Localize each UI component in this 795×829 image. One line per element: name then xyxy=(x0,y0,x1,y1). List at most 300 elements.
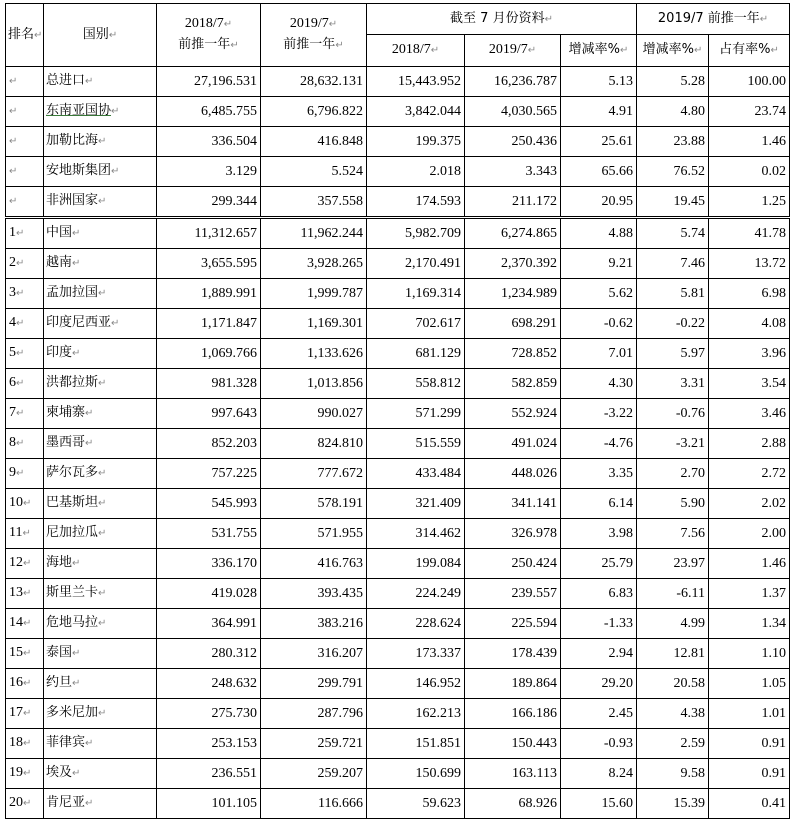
cell-cum-change-value: 2.45 xyxy=(608,705,634,721)
cell-2018-full-year-value: 1,069.766 xyxy=(201,345,257,361)
cell-rank xyxy=(6,249,44,279)
paragraph-mark-icon: ↵ xyxy=(98,468,107,479)
cell-2018-full-year-value: 545.993 xyxy=(211,495,257,511)
cell-cum-2018 xyxy=(367,519,465,549)
cell-trail-change-value: 4.99 xyxy=(680,615,706,631)
cell-2019-full-year xyxy=(261,729,367,759)
cell-cum-change-value: 5.13 xyxy=(608,73,634,89)
cell-cum-2019 xyxy=(465,579,561,609)
cell-cum-2019-value: 150.443 xyxy=(511,735,557,751)
cell-2018-full-year xyxy=(157,729,261,759)
header-2018-full-year: 2018/7↵ 前推一年↵ xyxy=(157,4,261,67)
paragraph-mark-icon: ↵ xyxy=(98,588,107,599)
cell-2018-full-year-value: 981.328 xyxy=(211,375,257,391)
cell-rank xyxy=(6,729,44,759)
cell-cum-change-value: -0.62 xyxy=(603,315,634,331)
cell-trail-share-value: 0.91 xyxy=(761,765,787,781)
cell-cum-2019 xyxy=(465,519,561,549)
cell-trail-share xyxy=(709,549,790,579)
cell-trail-change-value: 5.28 xyxy=(680,73,706,89)
cell-trail-change-value: -0.22 xyxy=(675,315,706,331)
cell-cum-2019 xyxy=(465,187,561,218)
cell-2019-full-year-value: 393.435 xyxy=(317,585,363,601)
cell-trail-share-value: 1.10 xyxy=(761,645,787,661)
cell-trail-change xyxy=(637,218,709,249)
cell-trail-share xyxy=(709,429,790,459)
cell-cum-2019-value: 178.439 xyxy=(511,645,557,661)
cell-2018-full-year xyxy=(157,489,261,519)
paragraph-mark-icon: ↵ xyxy=(98,708,107,719)
cell-cum-change xyxy=(561,339,637,369)
cell-2019-full-year-value: 571.955 xyxy=(317,525,363,541)
cell-cum-2019-value: 582.859 xyxy=(511,375,557,391)
country-row xyxy=(6,459,790,489)
cell-trail-change-value: 7.46 xyxy=(680,255,706,271)
cell-country-name xyxy=(44,279,157,309)
cell-2018-full-year-value: 27,196.531 xyxy=(194,73,257,89)
paragraph-mark-icon: ↵ xyxy=(16,468,25,479)
cell-rank xyxy=(6,339,44,369)
cell-2018-full-year-value: 275.730 xyxy=(211,705,257,721)
cell-country-name xyxy=(44,187,157,218)
cell-cum-2018-value: 314.462 xyxy=(415,525,461,541)
cell-2018-full-year-value: 11,312.657 xyxy=(194,225,257,241)
cell-country-name xyxy=(44,489,157,519)
cell-2018-full-year xyxy=(157,549,261,579)
paragraph-mark-icon: ↵ xyxy=(23,558,32,569)
cell-rank xyxy=(6,399,44,429)
cell-trail-change-value: -3.21 xyxy=(675,435,706,451)
cell-cum-2019-value: 491.024 xyxy=(511,435,557,451)
cell-trail-share xyxy=(709,789,790,819)
cell-cum-change xyxy=(561,699,637,729)
country-row xyxy=(6,369,790,399)
cell-trail-share-value: 3.46 xyxy=(761,405,787,421)
cell-cum-change xyxy=(561,218,637,249)
cell-cum-2019 xyxy=(465,127,561,157)
cell-rank-value: 2 xyxy=(9,255,16,270)
cell-trail-change-value: 4.38 xyxy=(680,705,706,721)
cell-cum-2018-value: 150.699 xyxy=(415,765,461,781)
cell-cum-2018 xyxy=(367,369,465,399)
cell-trail-change xyxy=(637,187,709,218)
cell-2019-full-year xyxy=(261,579,367,609)
cell-2018-full-year-value: 3,655.595 xyxy=(201,255,257,271)
cell-cum-change-value: -3.22 xyxy=(603,405,634,421)
country-row xyxy=(6,699,790,729)
cell-rank-value: 11 xyxy=(9,525,23,540)
cell-trail-share xyxy=(709,97,790,127)
cell-trail-change-value: 76.52 xyxy=(673,163,706,179)
cell-trail-change xyxy=(637,429,709,459)
cell-2018-full-year xyxy=(157,669,261,699)
cell-rank xyxy=(6,789,44,819)
cell-cum-2018-value: 702.617 xyxy=(415,315,461,331)
cell-cum-change xyxy=(561,729,637,759)
cell-cum-change-value: 9.21 xyxy=(608,255,634,271)
cell-cum-change xyxy=(561,309,637,339)
cell-2019-full-year-value: 11,962.244 xyxy=(300,225,363,241)
cell-trail-share-value: 1.34 xyxy=(761,615,787,631)
cell-2019-full-year-value: 116.666 xyxy=(318,795,363,811)
cell-cum-change xyxy=(561,759,637,789)
cell-rank-value: 9 xyxy=(9,465,16,480)
paragraph-mark-icon: ↵ xyxy=(16,378,25,389)
cell-rank-value: 6 xyxy=(9,375,16,390)
cell-2018-full-year-value: 336.170 xyxy=(211,555,257,571)
paragraph-mark-icon: ↵ xyxy=(9,196,18,207)
country-row xyxy=(6,579,790,609)
cell-2018-full-year-value: 997.643 xyxy=(211,405,257,421)
cell-country-name xyxy=(44,339,157,369)
cell-trail-share-value: 23.74 xyxy=(754,103,787,119)
cell-trail-share-value: 2.00 xyxy=(761,525,787,541)
cell-cum-2018 xyxy=(367,759,465,789)
table-header xyxy=(6,4,790,67)
cell-rank-value: 17 xyxy=(9,705,23,720)
cell-rank xyxy=(6,639,44,669)
cell-rank xyxy=(6,97,44,127)
cell-rank xyxy=(6,218,44,249)
cell-trail-change xyxy=(637,669,709,699)
cell-2019-full-year xyxy=(261,369,367,399)
cell-trail-change xyxy=(637,789,709,819)
cell-trail-share-value: 4.08 xyxy=(761,315,787,331)
cell-cum-2019 xyxy=(465,699,561,729)
cell-country-name xyxy=(44,429,157,459)
cell-2018-full-year xyxy=(157,67,261,97)
cell-2019-full-year xyxy=(261,669,367,699)
cell-trail-share-value: 1.46 xyxy=(761,555,787,571)
cell-trail-change-value: 9.58 xyxy=(680,765,706,781)
cell-2019-full-year-value: 383.216 xyxy=(317,615,363,631)
cell-trail-share-value: 1.46 xyxy=(761,133,787,149)
cell-cum-change xyxy=(561,399,637,429)
cell-cum-change xyxy=(561,609,637,639)
header-trail-change: 增减率%↵ xyxy=(637,35,709,67)
cell-cum-2019-value: 2,370.392 xyxy=(501,255,557,271)
cell-country-name xyxy=(44,639,157,669)
cell-cum-change-value: 4.88 xyxy=(608,225,634,241)
cell-2018-full-year xyxy=(157,127,261,157)
cell-country-name xyxy=(44,699,157,729)
cell-2019-full-year xyxy=(261,339,367,369)
header-trail-share: 占有率%↵ xyxy=(709,35,790,67)
cell-cum-2018 xyxy=(367,549,465,579)
cell-cum-2019-value: 189.864 xyxy=(511,675,557,691)
cell-2018-full-year-value: 101.105 xyxy=(211,795,257,811)
cell-2019-full-year xyxy=(261,609,367,639)
cell-trail-share xyxy=(709,279,790,309)
cell-cum-change-value: 3.98 xyxy=(608,525,634,541)
cell-rank-value: 14 xyxy=(9,615,23,630)
cell-rank xyxy=(6,549,44,579)
cell-trail-change-value: 3.31 xyxy=(680,375,706,391)
cell-2018-full-year xyxy=(157,249,261,279)
cell-cum-2019 xyxy=(465,789,561,819)
cell-cum-2018-value: 571.299 xyxy=(415,405,461,421)
country-name-text: 加勒比海 xyxy=(46,133,99,148)
cell-cum-change xyxy=(561,429,637,459)
paragraph-mark-icon: ↵ xyxy=(9,136,18,147)
cell-2019-full-year-value: 1,133.626 xyxy=(307,345,363,361)
cell-cum-2019 xyxy=(465,669,561,699)
cell-cum-change-value: 25.79 xyxy=(601,555,634,571)
cell-trail-change-value: 12.81 xyxy=(673,645,706,661)
cell-2019-full-year-value: 259.721 xyxy=(317,735,363,751)
paragraph-mark-icon: ↵ xyxy=(72,648,81,659)
cell-cum-2019-value: 16,236.787 xyxy=(494,73,557,89)
cell-rank-value: 18 xyxy=(9,735,23,750)
cell-country-name xyxy=(44,127,157,157)
cell-2019-full-year-value: 824.810 xyxy=(317,435,363,451)
cell-cum-2018-value: 515.559 xyxy=(415,435,461,451)
cell-cum-2019 xyxy=(465,309,561,339)
cell-2018-full-year xyxy=(157,339,261,369)
cell-rank xyxy=(6,579,44,609)
country-name-text: 洪都拉斯 xyxy=(46,375,99,390)
cell-cum-2019-value: 3.343 xyxy=(525,163,557,179)
country-row xyxy=(6,309,790,339)
cell-2019-full-year xyxy=(261,789,367,819)
country-row xyxy=(6,279,790,309)
cell-2019-full-year-value: 3,928.265 xyxy=(307,255,363,271)
cell-2019-full-year-value: 299.791 xyxy=(317,675,363,691)
paragraph-mark-icon: ↵ xyxy=(98,528,107,539)
cell-rank xyxy=(6,157,44,187)
cell-cum-2019 xyxy=(465,609,561,639)
cell-rank-value: 20 xyxy=(9,795,23,810)
cell-country-name xyxy=(44,579,157,609)
cell-trail-share xyxy=(709,249,790,279)
cell-cum-change xyxy=(561,579,637,609)
cell-country-name xyxy=(44,369,157,399)
country-name-text: 危地马拉 xyxy=(46,615,99,630)
cell-cum-2018-value: 558.812 xyxy=(415,375,461,391)
cell-2018-full-year xyxy=(157,369,261,399)
cell-rank xyxy=(6,309,44,339)
cell-cum-2019 xyxy=(465,97,561,127)
header-cumulative-group: 截至 7 月份资料↵ xyxy=(367,4,637,35)
country-name-text: 菲律宾 xyxy=(46,735,86,750)
paragraph-mark-icon: ↵ xyxy=(9,166,18,177)
cell-trail-share xyxy=(709,699,790,729)
country-row xyxy=(6,609,790,639)
cell-rank-value: 5 xyxy=(9,345,16,360)
cell-cum-2018 xyxy=(367,579,465,609)
country-name-text: 东南亚国协 xyxy=(46,103,112,118)
cell-cum-2018-value: 2,170.491 xyxy=(405,255,461,271)
cell-trail-share xyxy=(709,519,790,549)
cell-rank-value: 1 xyxy=(9,225,16,240)
cell-cum-change xyxy=(561,157,637,187)
country-name-text: 中国 xyxy=(46,225,73,240)
cell-rank xyxy=(6,759,44,789)
country-row xyxy=(6,759,790,789)
cell-2019-full-year xyxy=(261,67,367,97)
paragraph-mark-icon: ↵ xyxy=(9,106,18,117)
cell-2018-full-year-value: 1,171.847 xyxy=(201,315,257,331)
cell-trail-share xyxy=(709,67,790,97)
cell-2019-full-year-value: 316.207 xyxy=(317,645,363,661)
cell-cum-2018-value: 433.484 xyxy=(415,465,461,481)
paragraph-mark-icon: ↵ xyxy=(98,288,107,299)
cell-rank xyxy=(6,459,44,489)
cell-trail-share xyxy=(709,729,790,759)
paragraph-mark-icon: ↵ xyxy=(98,196,107,207)
country-row xyxy=(6,669,790,699)
cell-trail-change xyxy=(637,639,709,669)
cell-cum-2018 xyxy=(367,789,465,819)
country-name-text: 泰国 xyxy=(46,645,73,660)
cell-trail-change-value: 5.97 xyxy=(680,345,706,361)
cell-cum-2019-value: 250.436 xyxy=(511,133,557,149)
cell-cum-change xyxy=(561,249,637,279)
import-statistics-table xyxy=(5,3,790,819)
paragraph-mark-icon: ↵ xyxy=(16,348,25,359)
cell-2019-full-year-value: 28,632.131 xyxy=(300,73,363,89)
cell-cum-2018 xyxy=(367,459,465,489)
cell-cum-change xyxy=(561,549,637,579)
cell-cum-2018-value: 224.249 xyxy=(415,585,461,601)
cell-cum-2019 xyxy=(465,459,561,489)
cell-trail-share xyxy=(709,369,790,399)
paragraph-mark-icon: ↵ xyxy=(23,588,32,599)
country-row xyxy=(6,399,790,429)
cell-cum-2018 xyxy=(367,157,465,187)
cell-cum-2018-value: 321.409 xyxy=(415,495,461,511)
cell-trail-share xyxy=(709,218,790,249)
cell-country-name xyxy=(44,249,157,279)
cell-cum-2018-value: 3,842.044 xyxy=(405,103,461,119)
cell-trail-change-value: 20.58 xyxy=(673,675,706,691)
header-rank: 排名↵ xyxy=(6,4,44,67)
cell-trail-change-value: 23.97 xyxy=(673,555,706,571)
cell-trail-share-value: 1.25 xyxy=(761,193,787,209)
cell-rank-value: 8 xyxy=(9,435,16,450)
cell-cum-2019-value: 211.172 xyxy=(512,193,557,209)
cell-rank-value: 10 xyxy=(9,495,23,510)
cell-2018-full-year xyxy=(157,429,261,459)
cell-cum-2019 xyxy=(465,429,561,459)
cell-cum-2019 xyxy=(465,549,561,579)
paragraph-mark-icon: ↵ xyxy=(23,618,32,629)
country-name-text: 斯里兰卡 xyxy=(46,585,99,600)
cell-country-name xyxy=(44,309,157,339)
cell-2019-full-year xyxy=(261,97,367,127)
country-name-text: 墨西哥 xyxy=(46,435,86,450)
cell-cum-2018 xyxy=(367,729,465,759)
cell-trail-change xyxy=(637,549,709,579)
cell-trail-share xyxy=(709,459,790,489)
cell-2019-full-year-value: 287.796 xyxy=(317,705,363,721)
cell-trail-share-value: 6.98 xyxy=(761,285,787,301)
cell-2018-full-year xyxy=(157,519,261,549)
paragraph-mark-icon: ↵ xyxy=(72,228,81,239)
cell-cum-change-value: 4.30 xyxy=(608,375,634,391)
cell-2019-full-year-value: 777.672 xyxy=(317,465,363,481)
cell-trail-share xyxy=(709,759,790,789)
cell-cum-2018-value: 228.624 xyxy=(415,615,461,631)
cell-2019-full-year xyxy=(261,759,367,789)
cell-cum-2018-value: 173.337 xyxy=(415,645,461,661)
cell-trail-share-value: 3.54 xyxy=(761,375,787,391)
cell-cum-change xyxy=(561,187,637,218)
cell-rank xyxy=(6,279,44,309)
cell-cum-2019 xyxy=(465,729,561,759)
country-name-text: 总进口 xyxy=(46,73,86,88)
cell-2019-full-year xyxy=(261,639,367,669)
cell-cum-2018-value: 681.129 xyxy=(415,345,461,361)
cell-cum-change-value: 2.94 xyxy=(608,645,634,661)
cell-trail-share-value: 0.41 xyxy=(761,795,787,811)
cell-2019-full-year xyxy=(261,399,367,429)
cell-cum-2018 xyxy=(367,639,465,669)
cell-cum-2019-value: 698.291 xyxy=(511,315,557,331)
cell-trail-change-value: -6.11 xyxy=(676,585,706,601)
country-name-text: 海地 xyxy=(46,555,73,570)
country-row xyxy=(6,489,790,519)
cell-cum-change xyxy=(561,459,637,489)
paragraph-mark-icon: ↵ xyxy=(111,318,120,329)
cell-2018-full-year xyxy=(157,187,261,218)
cell-trail-share-value: 100.00 xyxy=(747,73,787,89)
cell-2018-full-year xyxy=(157,789,261,819)
cell-cum-2019 xyxy=(465,369,561,399)
paragraph-mark-icon: ↵ xyxy=(16,288,25,299)
cell-cum-2018-value: 2.018 xyxy=(429,163,461,179)
cell-trail-change xyxy=(637,519,709,549)
table-body xyxy=(6,67,790,819)
cell-rank xyxy=(6,187,44,218)
paragraph-mark-icon: ↵ xyxy=(111,106,120,117)
cell-trail-change-value: 5.90 xyxy=(680,495,706,511)
cell-trail-share xyxy=(709,309,790,339)
cell-trail-change-value: 5.81 xyxy=(680,285,706,301)
cell-cum-2018 xyxy=(367,279,465,309)
cell-country-name xyxy=(44,399,157,429)
country-row xyxy=(6,218,790,249)
cell-cum-2019 xyxy=(465,157,561,187)
cell-trail-share-value: 2.02 xyxy=(761,495,787,511)
cell-cum-2018 xyxy=(367,127,465,157)
cell-trail-change xyxy=(637,489,709,519)
cell-cum-2019-value: 4,030.565 xyxy=(501,103,557,119)
cell-cum-2019 xyxy=(465,489,561,519)
cell-cum-change-value: 5.62 xyxy=(608,285,634,301)
cell-2018-full-year xyxy=(157,399,261,429)
header-cum-2018: 2018/7↵ xyxy=(367,35,465,67)
cell-2018-full-year xyxy=(157,279,261,309)
paragraph-mark-icon: ↵ xyxy=(16,228,25,239)
cell-2019-full-year xyxy=(261,459,367,489)
cell-country-name xyxy=(44,549,157,579)
cell-2019-full-year-value: 1,013.856 xyxy=(307,375,363,391)
country-row xyxy=(6,549,790,579)
cell-trail-share xyxy=(709,399,790,429)
paragraph-mark-icon: ↵ xyxy=(85,738,94,749)
cell-trail-share-value: 41.78 xyxy=(754,225,787,241)
country-name-text: 柬埔寨 xyxy=(46,405,86,420)
cell-cum-change-value: 15.60 xyxy=(601,795,634,811)
cell-cum-2018-value: 15,443.952 xyxy=(398,73,461,89)
paragraph-mark-icon: ↵ xyxy=(16,438,25,449)
paragraph-mark-icon: ↵ xyxy=(16,258,25,269)
cell-cum-2019 xyxy=(465,399,561,429)
cell-2019-full-year xyxy=(261,249,367,279)
cell-rank xyxy=(6,429,44,459)
cell-2019-full-year xyxy=(261,489,367,519)
